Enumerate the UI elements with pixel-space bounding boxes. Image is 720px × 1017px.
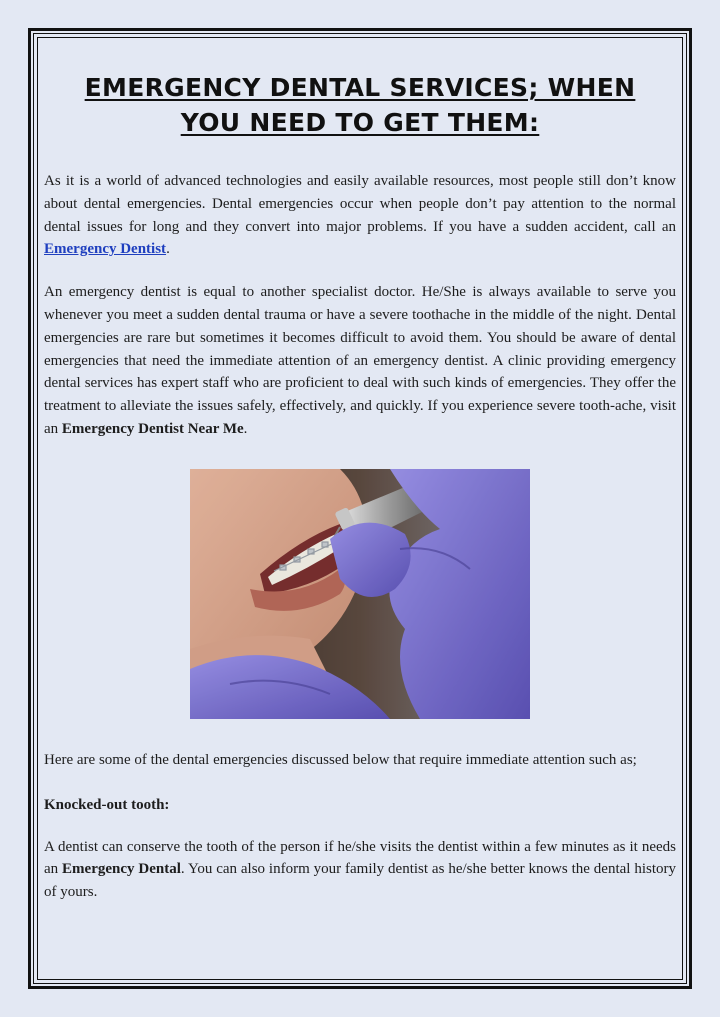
page-title [44,70,676,140]
title-line-1: EMERGENCY DENTAL SERVICES; WHEN [84,73,636,102]
emergency-dentist-end: . [243,420,248,437]
intro-end: . [166,241,170,258]
dental-procedure-photo [190,469,530,719]
emergencies-intro-paragraph: Here are some of the dental emergencies discussed below that require immediate attention such as; [44,751,637,768]
emergency-dentist-paragraph [44,281,676,441]
knocked-out-text: A dentist can conserve the tooth of the person if he/she visits the dentist within a few minutes as it needs an [44,838,676,878]
intro-paragraph [44,170,676,261]
title-line-2: YOU NEED TO GET THEM: [180,108,540,137]
knocked-out-tooth-heading: Knocked-out tooth: [44,796,170,813]
knocked-out-end: . You can also inform your family dentist as he/she better knows the dental history of yours. [44,861,677,901]
emergency-dental-bold: Emergency Dental [62,861,181,878]
knocked-out-tooth-paragraph [44,836,676,904]
emergency-dentist-link[interactable]: Emergency Dentist [44,241,167,258]
document-body [44,70,676,904]
near-me-bold: Emergency Dentist Near Me [61,420,244,437]
emergency-dentist-text: An emergency dentist is equal to another specialist doctor. He/She is always available to serve you whenever you meet a sudden dental trauma or have a severe toothache in the middle of the night. Dental emergencies are rare but sometimes it becomes difficult to avoid them. You should be aware of dental emergencies that need the immediate attention of an emergency dentist. A clinic providing emergency dental services has expert staff who are proficient to deal with such kinds of emergencies. They offer the treatment to alleviate the issues safely, effectively, and quickly. If you experience severe tooth-ache, visit an [44,284,676,437]
intro-text: As it is a world of advanced technologies and easily available resources, most people still don’t know about dental emergencies. Dental emergencies occur when people don’t pay attention to the normal dental issues for long and they convert into major problems. If you have a sudden accident, call an [44,173,676,235]
